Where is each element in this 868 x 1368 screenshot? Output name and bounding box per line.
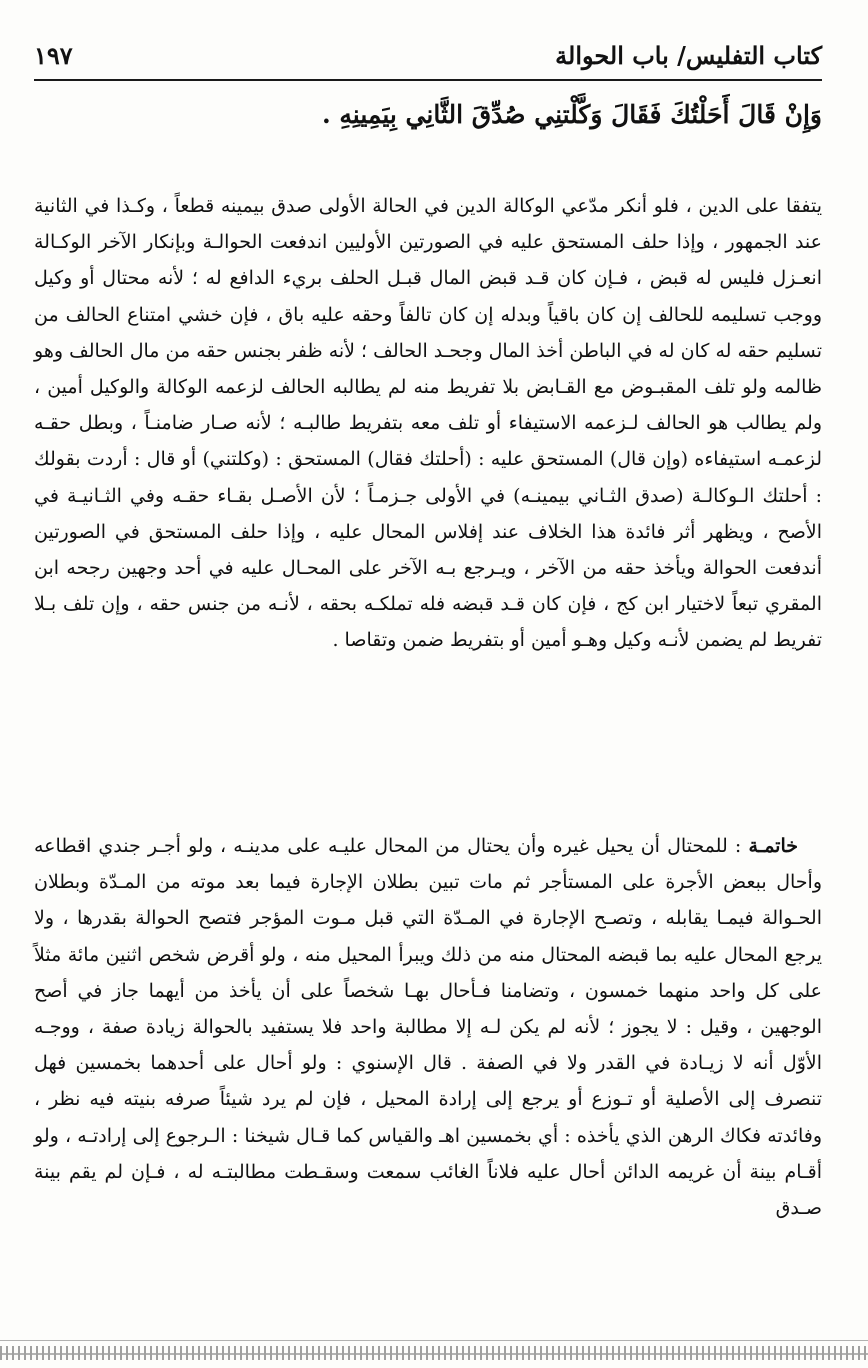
commentary-paragraph-2 [34,828,822,1226]
footer-ornament [0,1346,868,1360]
matn-text: وَإِنْ قَالَ أَحَلْتُكَ فَقَالَ وَكَّلْتنِي صُدِّقَ الثَّانِي بِيَمِينِهِ . [322,100,822,129]
paragraph-text: يتفقا على الدين ، فلو أنكر مدّعي الوكالة الدين في الحالة الأولى صدق بيمينه قطعاً ، وكـذا في الثانية عند الجمهور ، وإذا حلف المستحق عليه في الصورتين الأوليين اندفعت الحوالـة وبإنكار الآخر الوكـالة انعـزل فليس له قبض ، فـإن كان قـد قبض المال قبـل الحلف بريء الدافع له ؛ لأنه محتال أو وكيل ووجب تسليمه للحالف إن كان باقياً وبدله إن كان تالفاً وحقه عليه باق ، فإن خشي امتناع الحالف من تسليم حقه له كان له في الباطن أخذ المال وجحـد الحالف ؛ لأنه ظفر بجنس حقه من مال الحالف وهو ظالمه ولو تلف المقبـوض مع القـابض بلا تفريط منه لم يطالبه الحالف لزعمه الوكالة والوكيل أمين ، ولم يطالب هو الحالف لـزعمه الاستيفاء أو تلف معه بتفريط طالبـه ؛ لأنه صـار ضامنـاً ، وبطل حقـه لزعمـه استيفاءه (وإن قال) المستحق عليه : (أحلتك فقال) المستحق : (وكلتني) أو قال : أردت بقولك : أحلتك الـوكالـة (صدق الثـاني بيمينـه) في الأولى جـزمـاً ؛ لأن الأصـل بقـاء حقـه وفي الثـانيـة في الأصح ، ويظهر أثر فائدة هذا الخلاف عند إفلاس المحال عليه ، وإذا حلف المستحق في الصورتين أندفعت الحوالة ويأخذ حقه من الآخر ، ويـرجع بـه الآخر على المحـال عليه في أحد وجهين رجحه ابن المقري تبعاً لاختيار ابن كج ، فإن كان قـد قبضه فله تملكـه بحقه ، لأنـه من جنس حقه ، وإن تلف بـلا تفريط لم يضمن لأنـه وكيل وهـو أمين أو بتفريط ضمن وتقاصا . [34,195,823,652]
khatima-heading: خاتمـة [748,835,798,857]
footer-rule [0,1340,868,1341]
paragraph-text [34,828,822,1226]
page-number: ١٩٧ [34,41,73,70]
running-header [34,36,822,76]
khatima-text: : للمحتال أن يحيل غيره وأن يحتال من المحال عليـه على مدينـه ، ولو أجـر جندي اقطاعه وأحال ببعض الأجرة على المستأجر ثم مات تبين بطلان الإجارة فيما بعد موته من المـدّة وبطلان الحـوالة فيمـا يقابله ، وتصـح الإجارة في المـدّة التي قبل مـوت المؤجر فتصح الحوالة بقدرها ، ولا يرجع المحال عليه بما قبضه المحتال منه من ذلك ويبرأ المحيل منه ، ولو أقرض شخص اثنين مائة مثلاً على كل واحد منهما خمسون ، وتضامنا فـأحال بهـا شخصاً على أن يأخذ من أيهما جاز في أصح الوجهين ، وقيل : لا يجوز ؛ لأنه لم يكن لـه إلا مطالبة واحد فلا يستفيد بالحوالة زيادة صفة ، ووجـه الأوّل أنه لا زيـادة في القدر ولا في الصفة . قال الإسنوي : ولو أحال على أحدهما بخمسين فهل تنصرف إلى الأصلية أو تـوزع أو يرجع إلى إرادة المحيل ، فإن لم يرد شيئاً صرفه بنيته فيه نظر ، وفائدته فكاك الرهن الذي يأخذه : أي بخمسين اهـ والقياس كما قـال شيخنا : الـرجوع إلى إرادتـه ، ولو أقـام بينة أن غريمه الدائن أحال عليه فلاناً الغائب سمعت وسقـطت مطالبتـه له ، فـإن لم يقم بينة صـدق [34,835,822,1220]
commentary-paragraph-1 [34,188,822,659]
header-divider [34,79,822,81]
chapter-title: كتاب التفليس/ باب الحوالة [555,41,822,70]
